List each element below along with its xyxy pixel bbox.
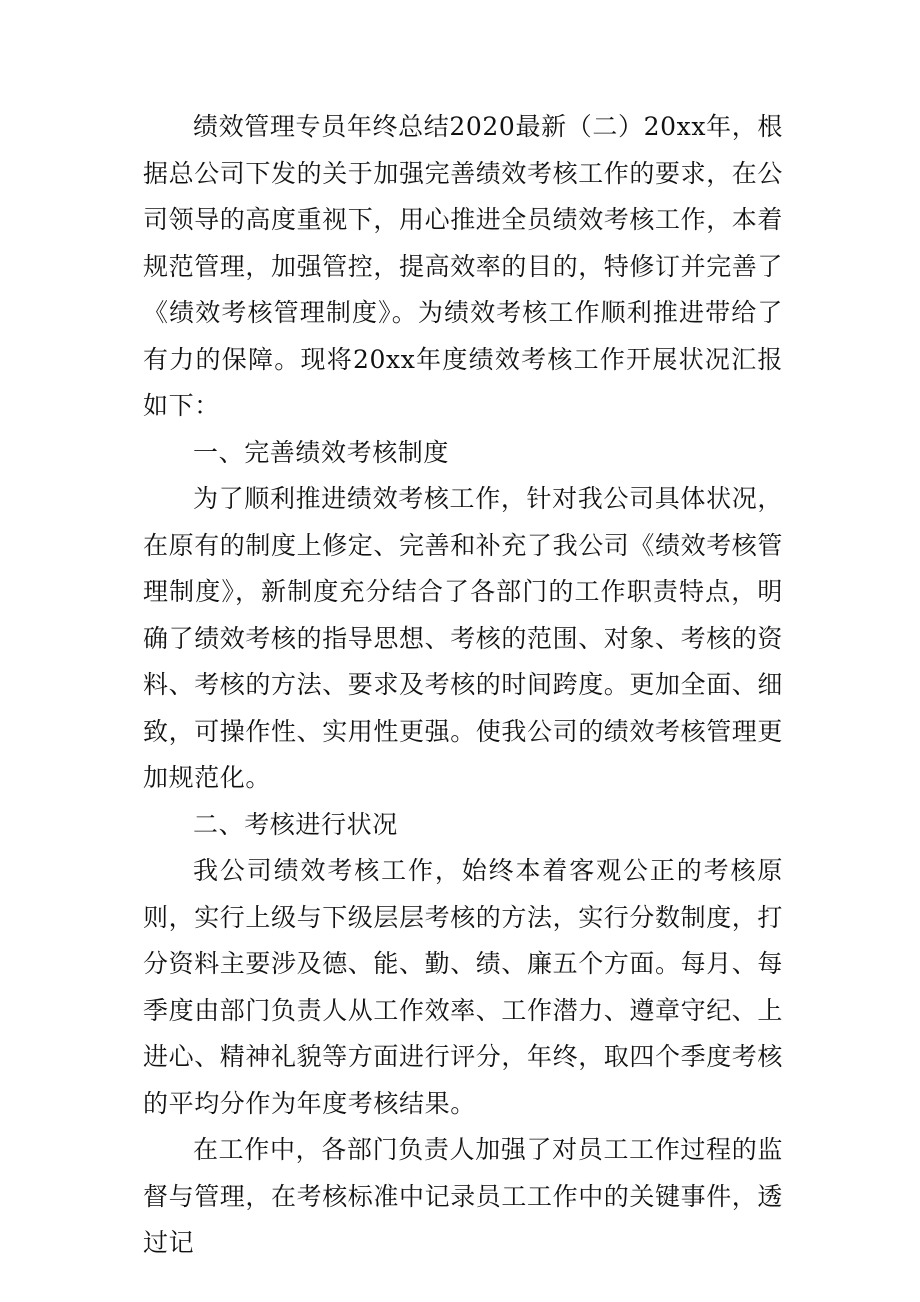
section-heading-1: 一、完善绩效考核制度 [193, 437, 450, 467]
section-1-paragraph: 为了顺利推进绩效考核工作，针对我公司具体状况，在原有的制度上修定、完善和补充了我公司《绩效考核管理制度》，新制度充分结合了各部门的工作职责特点，明确了绩效考核的指导思想、考核的范围、对象、考核的资料、考核的方法、要求及考核的时间跨度。更加全面、细致，可操作性、实用性更强。使我公司的绩效考核管理更加规范化。 [143, 484, 784, 792]
intro-paragraph: 绩效管理专员年终总结2020最新（二）20xx年，根据总公司下发的关于加强完善绩效考核工作的要求，在公司领导的高度重视下，用心推进全员绩效考核工作，本着规范管理，加强管控，提高效率的目的，特修订并完善了《绩效考核管理制度》。为绩效考核工作顺利推进带给了有力的保障。现将20xx年度绩效考核工作开展状况汇报如下： [143, 112, 784, 420]
section-2-paragraph-1: 我公司绩效考核工作，始终本着客观公正的考核原则，实行上级与下级层层考核的方法，实行分数制度，打分资料主要涉及德、能、勤、绩、廉五个方面。每月、每季度由部门负责人从工作效率、工作潜力、遵章守纪、上进心、精神礼貌等方面进行评分，年终，取四个季度考核的平均分作为年度考核结果。 [143, 856, 784, 1118]
document-body [143, 104, 783, 1267]
section-heading-2: 二、考核进行状况 [193, 809, 398, 839]
section-2-paragraph-2: 在工作中，各部门负责人加强了对员工工作过程的监督与管理，在考核标准中记录员工工作中的关键事件，透过记 [143, 1135, 784, 1257]
